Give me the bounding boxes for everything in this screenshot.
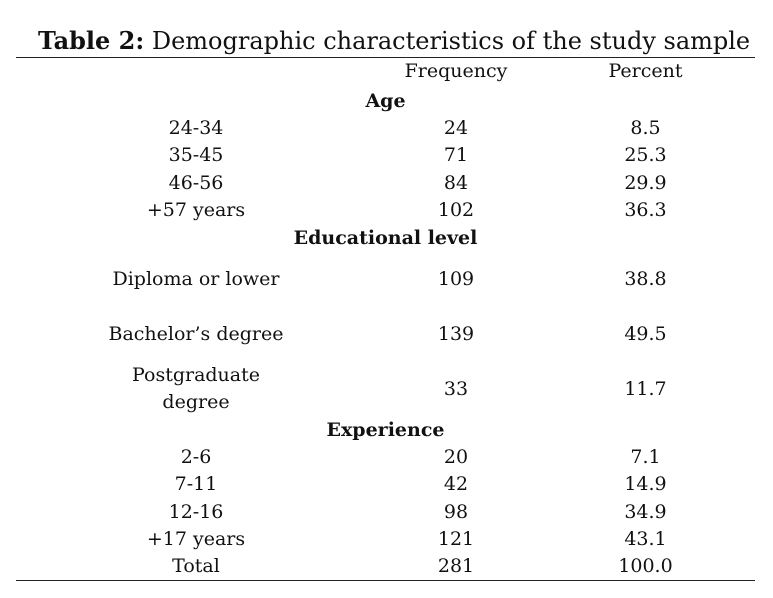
row-label: 35-45 bbox=[168, 144, 224, 166]
row-percent: 14.9 bbox=[624, 473, 667, 495]
row-label: 12-16 bbox=[168, 501, 224, 523]
row-frequency: 42 bbox=[443, 473, 469, 495]
row-percent: 36.3 bbox=[624, 199, 667, 221]
row-frequency: 71 bbox=[443, 144, 469, 166]
total-percent: 100.0 bbox=[618, 555, 673, 577]
section-heading-educational-level: Educational level bbox=[293, 227, 478, 249]
table-row bbox=[16, 142, 755, 169]
row-label: 7-11 bbox=[174, 473, 218, 495]
table-row bbox=[16, 307, 755, 361]
row-frequency: 98 bbox=[443, 501, 469, 523]
row-percent: 11.7 bbox=[624, 377, 667, 400]
row-percent: 34.9 bbox=[624, 501, 667, 523]
row-percent: 43.1 bbox=[624, 528, 667, 550]
header-percent: Percent bbox=[608, 60, 683, 82]
table-row bbox=[16, 471, 755, 498]
row-frequency: 102 bbox=[437, 199, 475, 221]
row-frequency: 84 bbox=[443, 172, 469, 194]
row-label: 2-6 bbox=[180, 446, 212, 468]
row-frequency: 109 bbox=[437, 267, 475, 290]
table-caption-text: Demographic characteristics of the study sample bbox=[144, 27, 751, 55]
table-row bbox=[16, 499, 755, 526]
header-frequency: Frequency bbox=[404, 60, 508, 82]
row-label: Bachelor’s degree bbox=[108, 322, 284, 345]
table-total-row bbox=[16, 553, 755, 580]
row-percent: 8.5 bbox=[630, 117, 661, 139]
row-label: 24-34 bbox=[168, 117, 224, 139]
row-label: 46-56 bbox=[168, 172, 224, 194]
row-percent: 49.5 bbox=[624, 322, 667, 345]
table-caption bbox=[38, 24, 750, 58]
table-row bbox=[16, 115, 755, 142]
table-row bbox=[16, 526, 755, 553]
table-bottom-rule bbox=[16, 580, 755, 581]
table-row bbox=[16, 444, 755, 471]
row-label: +17 years bbox=[146, 528, 246, 550]
table-row bbox=[16, 252, 755, 306]
row-label: Diploma or lower bbox=[112, 267, 280, 290]
row-percent: 38.8 bbox=[624, 267, 667, 290]
row-frequency: 33 bbox=[443, 377, 469, 400]
row-frequency: 20 bbox=[443, 446, 469, 468]
row-label: Postgraduate degree bbox=[131, 364, 261, 413]
total-frequency: 281 bbox=[437, 555, 475, 577]
section-heading-experience: Experience bbox=[326, 419, 445, 441]
table-caption-label: Table 2: bbox=[38, 26, 145, 55]
row-percent: 7.1 bbox=[630, 446, 661, 468]
table-row bbox=[16, 197, 755, 224]
row-frequency: 121 bbox=[437, 528, 475, 550]
row-label: +57 years bbox=[146, 199, 246, 221]
row-percent: 25.3 bbox=[624, 144, 667, 166]
row-percent: 29.9 bbox=[624, 172, 667, 194]
section-heading-age: Age bbox=[365, 90, 406, 112]
total-label: Total bbox=[172, 555, 220, 577]
table-row bbox=[16, 362, 755, 416]
row-frequency: 24 bbox=[443, 117, 469, 139]
table-header-row bbox=[16, 58, 755, 85]
row-frequency: 139 bbox=[437, 322, 475, 345]
table-row bbox=[16, 170, 755, 197]
